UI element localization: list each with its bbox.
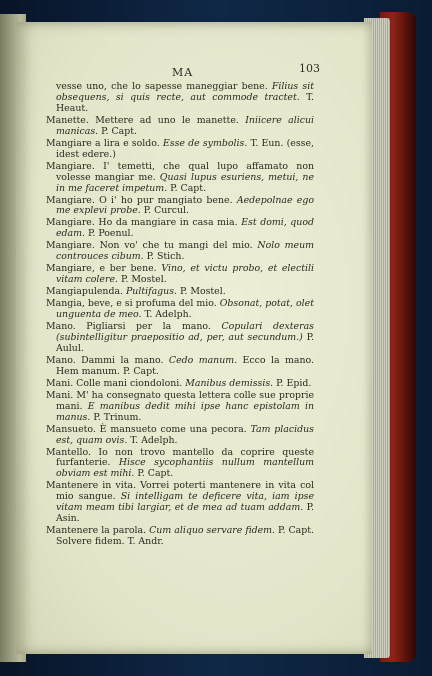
dictionary-entry: Mangiare. I' temetti, che qual lupo affamato non volesse mangiar me. Quasi lupus esuriens, metui, ne in me faceret impetum. P. Capt. xyxy=(46,160,314,194)
dictionary-entry: Mangia, beve, e si profuma del mio. Obsonat, potat, olet unguenta de meo. T. Adelph. xyxy=(46,298,314,321)
dictionary-entry: Mangiare a lira e soldo. Esse de symbolis. T. Eun. (esse, idest edere.) xyxy=(46,137,314,160)
dictionary-entry: Mangiare. Ho da mangiare in casa mia. Est domi, quod edam. P. Poenul. xyxy=(46,217,314,240)
dictionary-entry: Mangiare, e ber bene. Vino, et victu probo, et electili vitam colere. P. Mostel. xyxy=(46,263,314,286)
dictionary-entry: Mantenere in vita. Vorrei poterti mantenere in vita col mio sangue. Si intelligam te deficere vita, iam ipse vitam meam tibi largiar, et de mea ad tuam addam. P. Asin. xyxy=(46,480,315,525)
dictionary-entries xyxy=(46,82,314,548)
dictionary-entry: Mangiapulenda. Pultifagus. P. Mostel. xyxy=(46,286,226,298)
dictionary-entry: Mano. Dammi la mano. Cedo manum. Ecco la mano. Hem manum. P. Capt. xyxy=(46,354,314,377)
dictionary-entry: Manette. Mettere ad uno le manette. Iniicere alicui manicas. P. Capt. xyxy=(46,114,314,137)
page-number: 103 xyxy=(299,62,320,75)
dictionary-entry: Mantenere la parola. Cum aliquo servare fidem. P. Capt. Solvere fidem. T. Andr. xyxy=(46,525,314,548)
dictionary-entry: Mano. Pigliarsi per la mano. Copulari dexteras (subintelligitur praepositio ad, per, aut secundum.) P. Aulul. xyxy=(46,321,314,354)
dictionary-entry: Mani. Colle mani ciondoloni. Manibus demissis. P. Epid. xyxy=(46,377,312,389)
dictionary-entry: vesse uno, che lo sapesse maneggiar bene. Filius sit obsequens, si quis recte, aut commode tractet. T. Heaut. xyxy=(56,81,315,114)
dictionary-entry: Mantello. Io non trovo mantello da coprire queste furfanterie. Hisce sycophantiis nullum mantellum obviam est mihi. P. Capt. xyxy=(46,446,314,480)
dictionary-entry: Mangiare. Non vo' che tu mangi del mio. Nolo meum controuces cibum. P. Stich. xyxy=(46,240,314,263)
running-head: MA xyxy=(172,66,194,79)
dictionary-entry: Mansueto. È mansueto come una pecora. Tam placidus est, quam ovis. T. Adelph. xyxy=(46,423,314,446)
dictionary-entry: Mangiare. O i' ho pur mangiato bene. Aedepolnae ego me explevi probe. P. Curcul. xyxy=(46,194,314,217)
dictionary-entry: Mani. M' ha consegnato questa lettera colle sue proprie mani. E manibus dedit mihi ipse hanc epistolam in manus. P. Trinum. xyxy=(46,389,314,423)
page-header xyxy=(60,62,320,82)
